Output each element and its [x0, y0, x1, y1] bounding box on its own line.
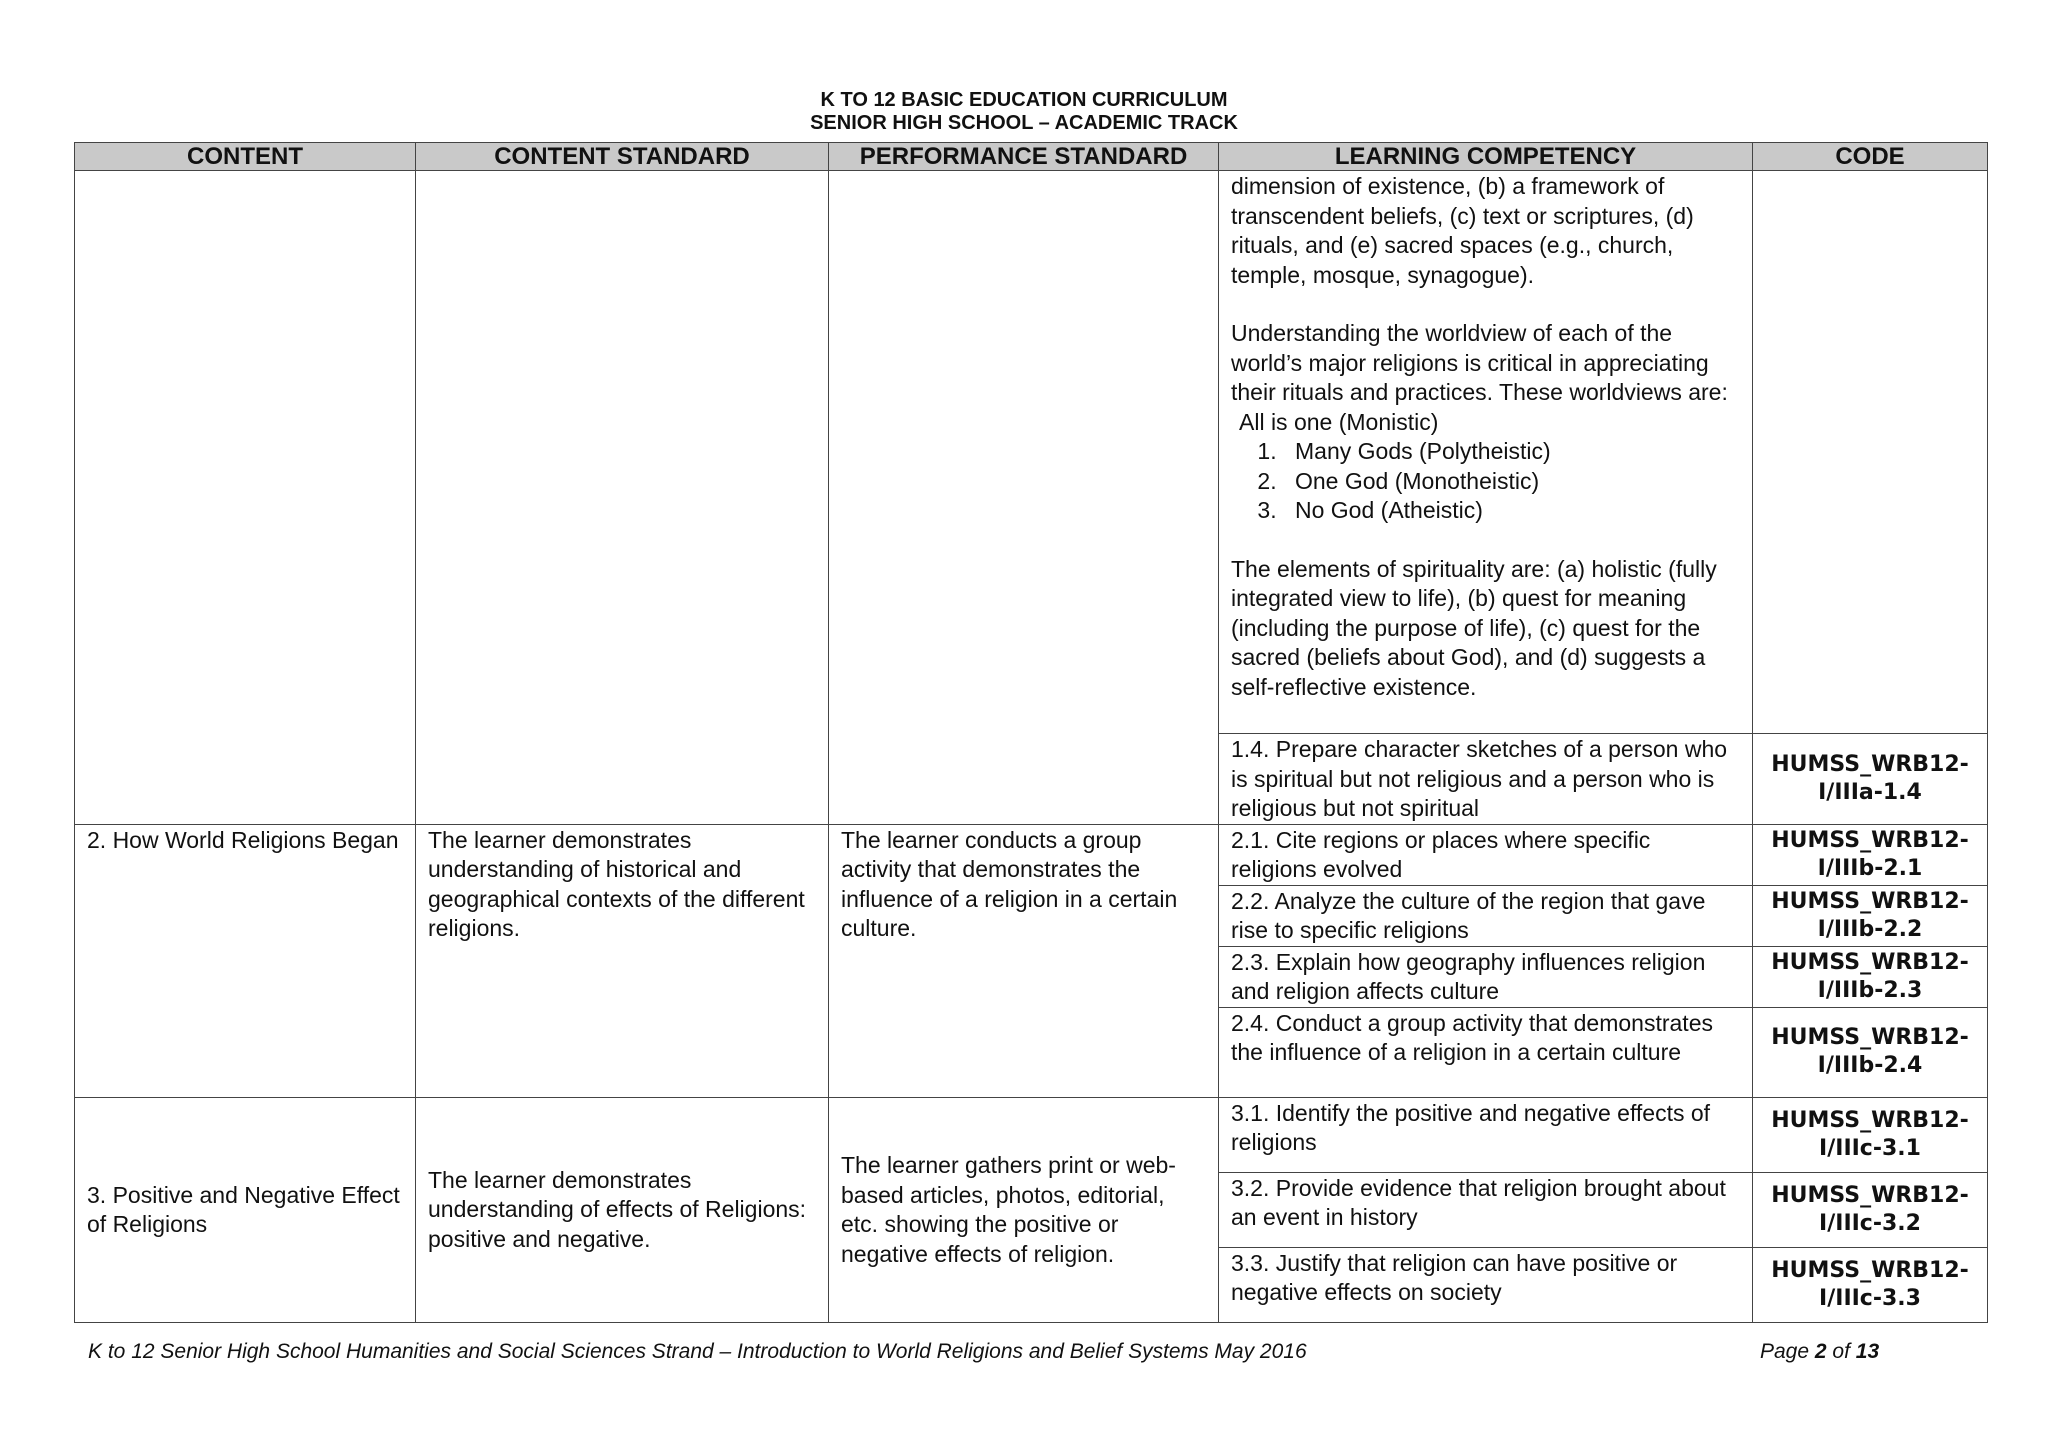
cont-code-cell — [1753, 171, 1988, 734]
list-item: 1. Many Gods (Polytheistic) — [1283, 437, 1740, 467]
section3-content-standard: The learner demonstrates understanding of effects of Religions: positive and negative. — [416, 1097, 829, 1322]
competency-cell: 2.2. Analyze the culture of the region that gave rise to specific religions — [1219, 885, 1753, 946]
col-header-code: CODE — [1753, 143, 1988, 171]
section2-performance-standard: The learner conducts a group activity that demonstrates the influence of a religion in a certain culture. — [829, 824, 1219, 1097]
competency-paragraph: dimension of existence, (b) a framework of transcendent beliefs, (c) text or scriptures, (d) rituals, and (e) sacred spaces (e.g., church, temple, mosque, synagogue). — [1231, 173, 1694, 288]
table-row — [75, 1097, 1988, 1172]
competency-cell: 2.1. Cite regions or places where specific religions evolved — [1219, 824, 1753, 885]
competency-paragraph: Understanding the worldview of each of the world’s major religions is critical in appreciating their rituals and practices. These worldviews are: — [1231, 320, 1728, 405]
col-header-content: CONTENT — [75, 143, 416, 171]
col-header-performance-standard: PERFORMANCE STANDARD — [829, 143, 1219, 171]
curriculum-table — [74, 142, 1988, 1323]
code-cell: HUMSS_WRB12-I/IIIc-3.3 — [1753, 1247, 1988, 1322]
code-cell: HUMSS_WRB12-I/IIIc-3.2 — [1753, 1172, 1988, 1247]
doc-header-title: K TO 12 BASIC EDUCATION CURRICULUM — [820, 89, 1228, 111]
competency-cell: 2.3. Explain how geography influences religion and religion affects culture — [1219, 946, 1753, 1007]
col-header-content-standard: CONTENT STANDARD — [416, 143, 829, 171]
competency-cell: 3.3. Justify that religion can have positive or negative effects on society — [1219, 1247, 1753, 1322]
footer-title: K to 12 Senior High School Humanities and Social Sciences Strand – Introduction to World Religions and Belief Systems May 2016 — [88, 1340, 1307, 1363]
footer-page-number — [1760, 1340, 1879, 1364]
code-cell: HUMSS_WRB12-I/IIIc-3.1 — [1753, 1097, 1988, 1172]
table-row — [75, 824, 1988, 885]
section3-performance-standard: The learner gathers print or web-based articles, photos, editorial, etc. showing the positive or negative effects of religion. — [829, 1097, 1219, 1322]
doc-header-subtitle: SENIOR HIGH SCHOOL – ACADEMIC TRACK — [810, 112, 1238, 134]
page-label: Page — [1760, 1340, 1810, 1363]
competency-paragraph: The elements of spirituality are: (a) holistic (fully integrated view to life), (b) quest for meaning (including the purpose of life), (c) quest for the sacred (beliefs about God), and (d) suggests a self-reflective existence. — [1231, 555, 1717, 700]
page-current: 2 — [1814, 1340, 1827, 1363]
col-header-learning-competency: LEARNING COMPETENCY — [1219, 143, 1753, 171]
code-cell: HUMSS_WRB12-I/IIIb-2.2 — [1753, 885, 1988, 946]
code-cell: HUMSS_WRB12-I/IIIa-1.4 — [1753, 734, 1988, 825]
competency-cell: 1.4. Prepare character sketches of a person who is spiritual but not religious and a person who is religious but not spiritual — [1219, 734, 1753, 825]
code-cell: HUMSS_WRB12-I/IIIb-2.4 — [1753, 1007, 1988, 1097]
code-cell: HUMSS_WRB12-I/IIIb-2.3 — [1753, 946, 1988, 1007]
cont-content-standard-cell — [416, 171, 829, 825]
worldview-list — [1231, 437, 1740, 526]
cont-performance-standard-cell — [829, 171, 1219, 825]
table-row — [75, 171, 1988, 734]
worldview-lead: All is one (Monistic) — [1239, 408, 1439, 435]
list-item: 2. One God (Monotheistic) — [1283, 467, 1740, 497]
table-header-row — [75, 143, 1988, 171]
section2-content-standard: The learner demonstrates understanding of historical and geographical contexts of the different religions. — [416, 824, 829, 1097]
code-cell: HUMSS_WRB12-I/IIIb-2.1 — [1753, 824, 1988, 885]
page-total: 13 — [1855, 1340, 1880, 1363]
section3-content: 3. Positive and Negative Effect of Religions — [75, 1097, 416, 1322]
competency-cell: 3.2. Provide evidence that religion brought about an event in history — [1219, 1172, 1753, 1247]
page-of: of — [1832, 1340, 1850, 1363]
competency-cell: 2.4. Conduct a group activity that demonstrates the influence of a religion in a certain culture — [1219, 1007, 1753, 1097]
section2-content: 2. How World Religions Began — [75, 824, 416, 1097]
competency-cell: 3.1. Identify the positive and negative effects of religions — [1219, 1097, 1753, 1172]
list-item: 3. No God (Atheistic) — [1283, 496, 1740, 526]
cont-content-cell — [75, 171, 416, 825]
cont-competency-cell — [1219, 171, 1753, 734]
